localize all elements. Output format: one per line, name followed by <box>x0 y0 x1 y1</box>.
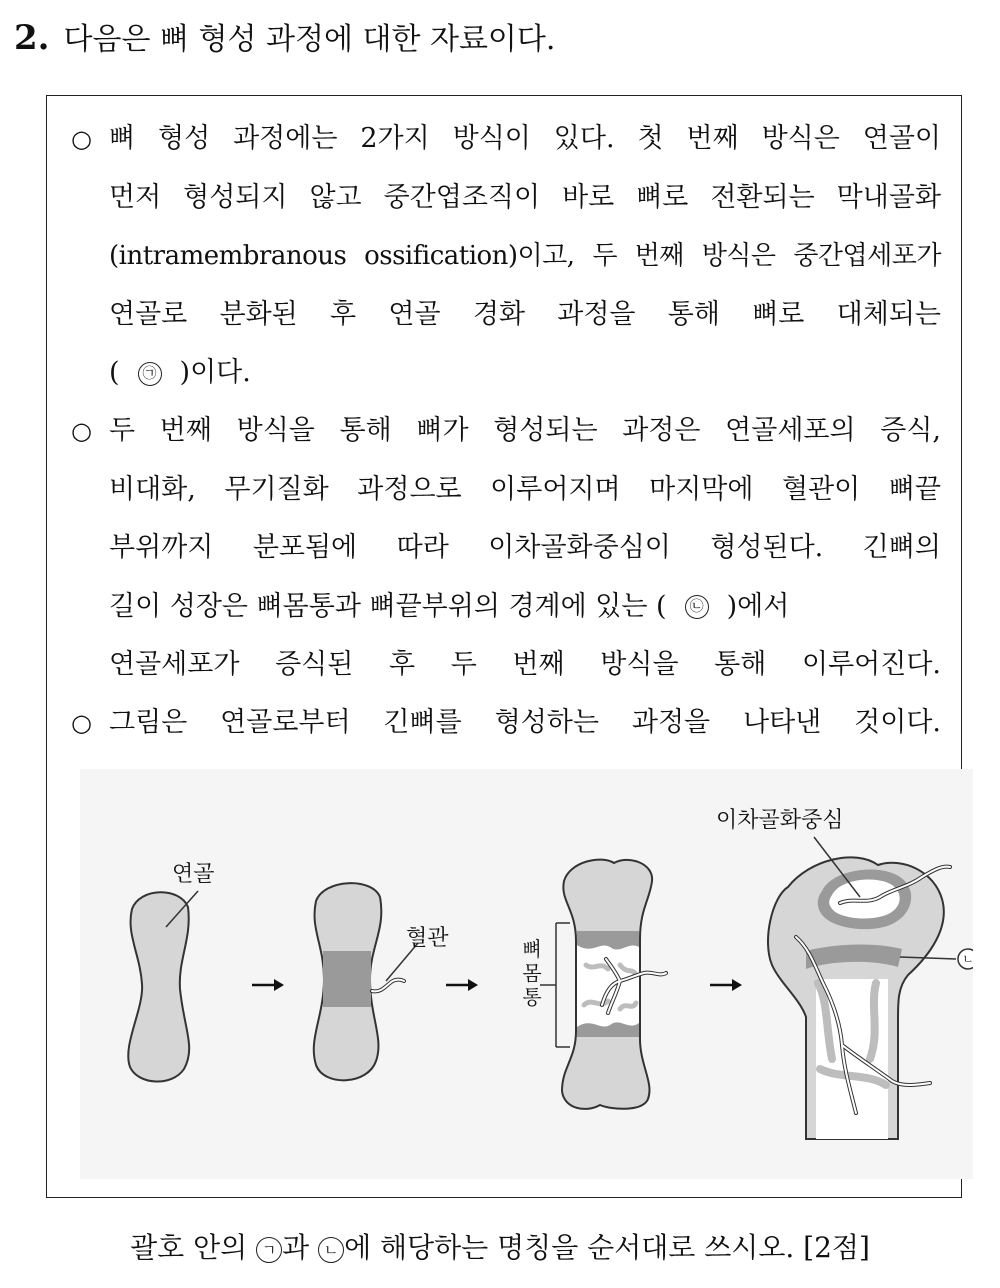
p1-line-4: 연골로 분화된 후 연골 경화 과정을 통해 뼈로 대체되는 <box>109 298 941 330</box>
blank-mark-2: ㉡ <box>685 595 709 619</box>
bone-formation-figure <box>80 769 973 1179</box>
arrow-3 <box>710 979 742 991</box>
ask-post: 에 해당하는 명칭을 순서대로 쓰시오. [2점] <box>344 1231 870 1264</box>
question-header <box>14 16 555 62</box>
p1-line-1: 뼈 형성 과정에는 2가지 방식이 있다. 첫 번째 방식은 연골이 <box>109 123 941 154</box>
p2-line-2: 비대화, 무기질화 과정으로 이루어지며 마지막에 혈관이 뼈끝 <box>109 473 941 505</box>
bullet: ○ <box>71 709 92 737</box>
label-diaphysis-2: 몸 <box>522 961 542 985</box>
arrow-2 <box>446 979 478 991</box>
blank-mark-1: ㉠ <box>138 362 162 386</box>
p2-line-5: 연골세포가 증식된 후 두 번째 방식을 통해 이루어진다. <box>109 649 941 680</box>
ask-mark-2: ㄴ <box>318 1237 344 1263</box>
paren-open: ( <box>109 357 120 388</box>
label-diaphysis <box>520 937 544 1009</box>
data-box <box>46 95 974 1198</box>
ask-pre: 괄호 안의 <box>130 1231 248 1264</box>
p1-line-2: 먼저 형성되지 않고 중간엽조직이 바로 뼈로 전환되는 막내골화 <box>109 181 941 213</box>
label-secondary-ossification-center: 이차골화중심 <box>716 808 844 833</box>
ask-mid: 과 <box>282 1231 310 1264</box>
p2-line-4 <box>109 578 941 637</box>
bone-collar-band <box>323 951 371 1007</box>
label-diaphysis-3: 통 <box>522 985 542 1009</box>
ask-mark-1: ㄱ <box>256 1237 282 1263</box>
diaphysis-bracket <box>540 923 570 1047</box>
bullet: ○ <box>71 417 92 445</box>
p1-line-5-tail: )이다. <box>179 357 251 388</box>
question-intro: 다음은 뼈 형성 과정에 대한 자료이다. <box>63 22 556 57</box>
paragraph-3 <box>71 694 941 753</box>
p2-line-4-head: 길이 성장은 뼈몸통과 뼈끝부위의 경계에 있는 ( <box>109 590 667 622</box>
question-prompt <box>0 1228 1000 1268</box>
label-diaphysis-1: 뼈 <box>522 937 542 961</box>
paragraph-1 <box>71 110 941 403</box>
paragraph-2 <box>71 402 941 695</box>
p1-line-3: (intramembranous ossification)이고, 두 번째 방식은 중간엽세포가 <box>109 241 941 271</box>
p3-line-1: 그림은 연골로부터 긴뼈를 형성하는 과정을 나타낸 것이다. <box>109 707 941 738</box>
bullet: ○ <box>71 125 92 153</box>
p1-line-5 <box>109 344 941 403</box>
p2-line-4-tail: )에서 <box>726 590 790 622</box>
arrow-1 <box>252 979 284 991</box>
label-cartilage: 연골 <box>172 862 215 887</box>
label-blood-vessel: 혈관 <box>406 926 449 951</box>
p2-line-1: 두 번째 방식을 통해 뼈가 형성되는 과정은 연골세포의 증식, <box>109 415 941 446</box>
p2-line-3: 부위까지 분포됨에 따라 이차골화중심이 형성된다. 긴뼈의 <box>109 532 941 563</box>
cartilage-model <box>128 892 189 1081</box>
label-marker: ㄴ <box>962 952 974 966</box>
question-number: 2. <box>14 18 50 58</box>
